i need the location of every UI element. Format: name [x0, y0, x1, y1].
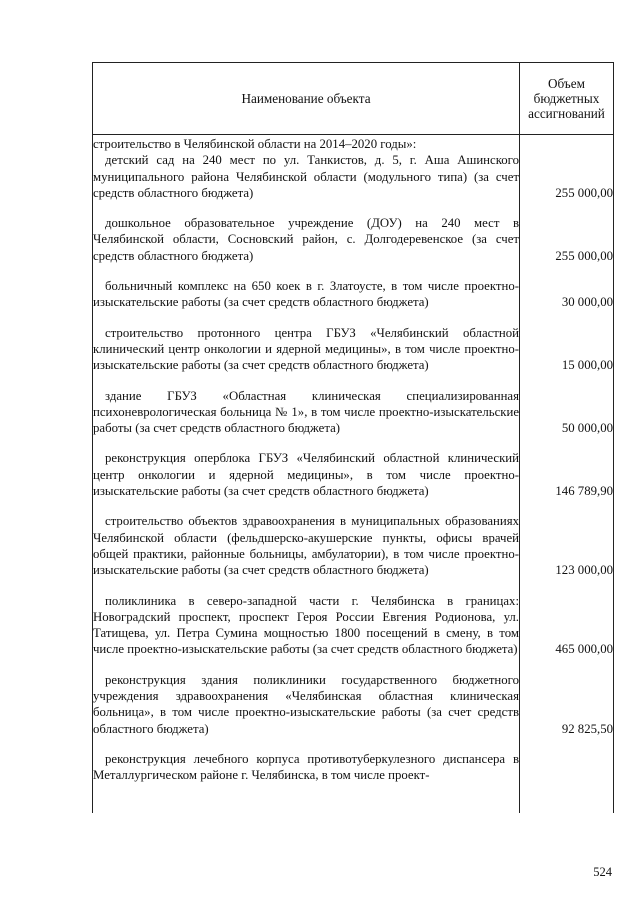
header-budget-amount: Объем бюджетных ассигнований — [520, 63, 614, 135]
row-amount: 92 825,50 — [520, 658, 614, 737]
row-amount: 146 789,90 — [520, 436, 614, 499]
table-row — [93, 201, 614, 264]
row-name: реконструкция лечебного корпуса противотуберкулезного диспансера в Металлургическом районе г. Челябинска, в том числе проект- — [93, 737, 520, 813]
row-name: строительство протонного центра ГБУЗ «Челябинский областной клинический центр онкологии и ядерной медицины», в том числе проектно-изыскательские работы (за счет средств областного бюджета) — [93, 311, 520, 374]
budget-allocation-table — [92, 62, 614, 813]
row-name-cell — [93, 135, 520, 202]
table-row-intro — [93, 135, 614, 202]
row-amount: 255 000,00 — [520, 201, 614, 264]
table-row — [93, 311, 614, 374]
row-amount: 15 000,00 — [520, 311, 614, 374]
row-amount: 255 000,00 — [520, 135, 614, 202]
table-row — [93, 658, 614, 737]
row-amount: 465 000,00 — [520, 579, 614, 658]
intro-text: строительство в Челябинской области на 2014–2020 годы»: — [93, 137, 417, 151]
row-amount — [520, 737, 614, 813]
header-object-name: Наименование объекта — [93, 63, 520, 135]
table-row — [93, 499, 614, 578]
row-amount: 50 000,00 — [520, 374, 614, 437]
table-row — [93, 579, 614, 658]
row-name: реконструкция оперблока ГБУЗ «Челябинский областной клинический центр онкологии и ядерной медицины», в том числе проектно-изыскательские работы (за счет средств областного бюджета) — [93, 436, 520, 499]
row-name: здание ГБУЗ «Областная клиническая специализированная психоневрологическая больница № 1», в том числе проектно-изыскательские работы (за счет средств областного бюджета) — [93, 374, 520, 437]
row-name: детский сад на 240 мест по ул. Танкистов, д. 5, г. Аша Ашинского муниципального района Челябинской области (модульного типа) (за счет средств областного бюджета) — [93, 153, 519, 200]
row-amount: 123 000,00 — [520, 499, 614, 578]
table-row — [93, 436, 614, 499]
row-name: дошкольное образовательное учреждение (ДОУ) на 240 мест в Челябинской области, Сосновский район, с. Долгодеревенское (за счет средств областного бюджета) — [93, 201, 520, 264]
row-name: строительство объектов здравоохранения в муниципальных образованиях Челябинской области (фельдшерско-акушерские пункты, офисы врачей общей практики, районные больницы, амбулатории), в том числе проектно-изыскательские работы (за счет средств областного бюджета) — [93, 499, 520, 578]
page-number: 524 — [593, 865, 612, 879]
table-row — [93, 737, 614, 813]
row-name: реконструкция здания поликлиники государственного бюджетного учреждения здравоохранения «Челябинская областная клиническая больница», в том числе проектно-изыскательские работы (за счет средств областного бюджета) — [93, 658, 520, 737]
row-name: поликлиника в северо-западной части г. Челябинска в границах: Новоградский проспект, проспект Героя России Евгения Родионова, ул. Татищева, ул. Петра Сумина мощностью 1800 посещений в смену, в том числе проектно-изыскательские работы (за счет средств областного бюджета) — [93, 579, 520, 658]
table-header-row — [93, 63, 614, 135]
table-row — [93, 374, 614, 437]
row-amount: 30 000,00 — [520, 264, 614, 311]
row-name: больничный комплекс на 650 коек в г. Златоусте, в том числе проектно-изыскательские работы (за счет средств областного бюджета) — [93, 264, 520, 311]
table-row — [93, 264, 614, 311]
